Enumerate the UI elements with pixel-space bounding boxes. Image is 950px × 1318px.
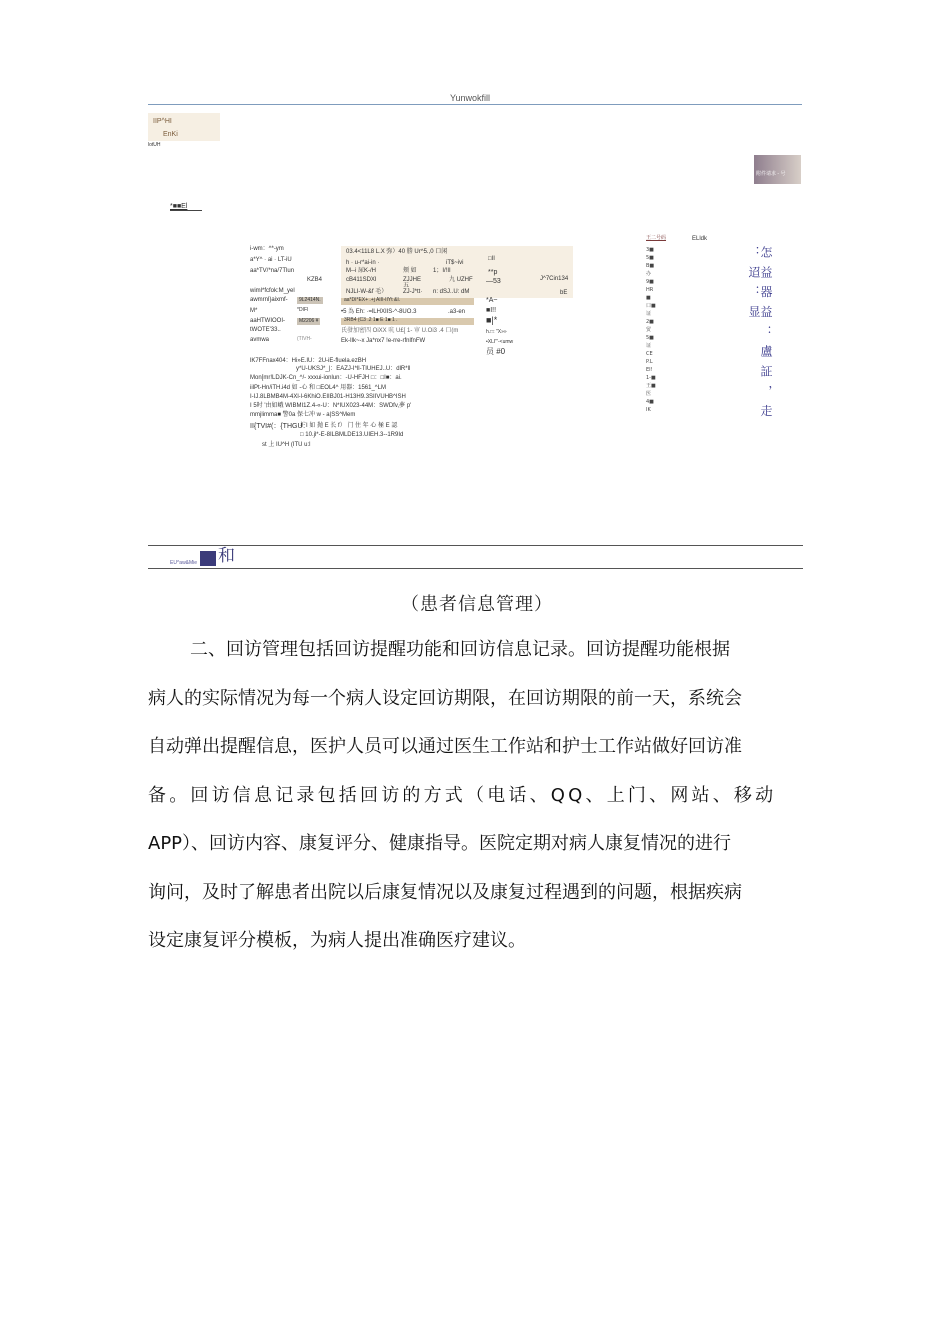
side-item-3[interactable]: B■ [646,263,655,269]
form-label-5: wiml*fcfok:M_yel [250,288,295,294]
footer-color-block [200,551,216,566]
form-label-9: tWOTE'33.. [250,327,281,333]
lower-line-5: I-IJ.8LBMB4M-4Xl-l-6KhiO.EIIBJ01-H13H9.3SIIVUHB^ISH [250,394,406,400]
lower-last-label: II{TVI#(：{THGU： [250,423,310,430]
mid-line-4b: ZJJHE [403,277,421,283]
side-item-2[interactable]: 5■ [646,255,654,261]
mid-line-1: 03.4<11L8 L.X 弥）40 勝 Ur^5.,0 口闲 [346,249,448,255]
side-item-7[interactable]: ■ [646,295,651,301]
side-item-13[interactable]: 证 [646,343,652,349]
mid-line-4d: 五 [403,283,410,289]
side-item-21[interactable]: IK [646,407,651,413]
side-item-11[interactable]: 贸 [646,327,652,333]
side-item-12[interactable]: 5■ [646,335,654,341]
side-item-20[interactable]: 4■ [646,399,654,405]
side-item-9[interactable]: 证 [646,311,652,317]
para-line-3: 自动弹出提醒信息，医护人员可以通过医生工作站和护士工作站做好回访准 [148,736,742,757]
mid-line-2: h · u-r*ai-in · [346,260,380,266]
form-value-4[interactable]: (TIVH- [297,336,312,342]
form-value-2[interactable]: *DIFl [297,307,309,313]
top-right-tag-label: 附件请求 - 号 [756,171,786,177]
top-right-tag[interactable] [754,155,801,184]
mr-9: h.□: "X»» [486,329,507,335]
mid-line-4c: 九 UZHF [449,277,473,283]
side-item-10[interactable]: 2■ [646,319,654,325]
para-line-2: 病人的实际情况为每一个病人设定回访期限，在回访期限的前一天，系统会 [148,687,742,709]
para-line-4: 备。回访信息记录包括回访的方式（电话、QQ、上门、网站、移动 [148,784,777,806]
side-item-18[interactable]: 王■ [646,383,656,389]
header-title: Yunwokfill [450,93,491,103]
lower-last-b: □ 10.jl*-E-8ILBMLDE13.UIEH.3--1R9Id [300,432,404,438]
logo-panel [148,113,220,141]
side-item-17[interactable]: 1-■ [646,375,656,381]
form-label-7: M* [250,308,258,314]
lower-line-7: mmjlimma■ 警0a 保七冲 w - a|SS^Mem [250,412,356,418]
form-label-2: a*Y^ · ai · LT-iU [250,257,292,263]
mr-7: ■I!! [486,307,497,314]
lower-line-6: I 5时 '由如峨 WIBMI1Z.4-«-U：N*IUX023-44M：SWDfv,夢 p' [250,403,412,409]
body-paragraph [148,626,808,966]
code-header-row: aa*DI*EX+ .+j AIII-IIYt &I. [341,298,474,305]
mr-4: J^7Cin134 [540,276,569,282]
side-item-5[interactable]: 9■ [646,279,654,285]
mid-line-5c: n: dSJ..U: dM [433,289,470,295]
logo-line2: EnKi [163,131,178,138]
form-value-1[interactable]: 9L2414N. [299,297,321,303]
para-line-5: APP）、回访内容、康复评分、健康指导。医院定期对病人康复情况的进行 [148,833,732,854]
mid-line-4: cB411SDXI [346,277,377,283]
side-item-8[interactable]: 口■ [646,303,656,309]
mr-10: •XLI'"-<umw [486,339,514,345]
figure-caption: （患者信息管理） [401,594,553,615]
side-item-6[interactable]: HR [646,287,654,293]
tab-label[interactable]: *■■El [170,203,188,210]
para-line-6: 询问，及时了解患者出院以后康复情况以及康复过程遇到的问题，根据疾病 [148,881,742,903]
lower-line-4: iilPt-Hn/iTH.i4d 如 -心 和 □EOL4^ 用器：1561_^LM [250,385,386,391]
mr-2: **p [488,269,498,276]
lower-last-a: 扩I 如 抛 E 长 f） 门 住 年 心 極 E 認 [300,423,398,429]
mid-line-3c: 1；I/!II [433,268,451,274]
side-item-19[interactable]: 医 [646,391,652,397]
form-label-8: aaHTWIOOI- [250,318,286,324]
form-label-6: awmrnl}aixmf- [250,297,288,303]
para-line-1: 二、回访管理包括回访提醒功能和回访信息记录。回访提醒功能根据 [190,639,730,660]
code-row-1b[interactable]: .a3-en [448,309,466,315]
lower-line-3: Mon[mr!LDJK-Cn_^/- xxxui-ionlun：-U-HFJH □：□I■：ai. [250,375,402,381]
mid-line-5b: ZJ-J*tt· [403,289,423,295]
form-label-1: i-wm：^*-ym [250,246,284,252]
form-label-3: aa*TV/*na/7Tlun [250,268,295,274]
mid-text-line-1: 氏發加密四 OiXX 吭 U£[ 1- 审 U.Oi3 .4 口(m [341,328,459,334]
footer-small-text: EU^aw&Mie [170,560,198,566]
mr-3: —53 [486,278,501,285]
tab-underline [170,210,202,211]
para-line-7: 设定康复评分模板，为病人提出准确医疗建议。 [148,930,526,951]
mid-info-panel [341,246,573,298]
side-item-16[interactable]: EI! [646,367,653,373]
mid-line-3b: 颊 如 [403,268,417,274]
footer-big-text: 和 [218,546,235,566]
side-header: ELldk [692,236,708,242]
figure-top-rule [148,545,803,546]
header-rule [148,104,802,105]
lower-line-1: lK7FFnax404：Hi»E.IU：2U-iE-fluela.ezBH [250,358,367,364]
side-item-15[interactable]: P.L [646,359,653,365]
side-vertical-text: 怎 益 器 益 ： 盧 証 ， 走 ： 迢 ： 显 [747,246,773,419]
code-row-1[interactable]: •5 為 Eh: ·=lLHXIIS-^-8UO.3 [341,309,417,315]
mr-6: *A~ [486,297,498,304]
mr-11: 员 #0 [486,347,506,356]
mr-5: bE [560,290,568,296]
lower-last-c: st 上 IU^H (ITU u:l [262,442,311,448]
mid-text-line-2: Ek-Ilk~-x Ja*nx7 !e-rre-rfnlfnFW [341,338,426,344]
mr-8: ■|* [486,315,498,325]
side-list [646,246,666,414]
mr-1: □II [488,256,495,262]
form-value-3[interactable]: M2206 ¥ [299,318,319,324]
mid-line-3: M--i 尿K-/H [346,268,376,274]
side-item-14[interactable]: CE [646,351,653,357]
logo-subtext: lotUH [148,142,161,148]
figure-bottom-rule [148,568,803,569]
form-label-4: KZB4 [307,277,323,283]
form-label-10: avmwa [250,337,270,343]
code-row-2[interactable]: 3RB4 (C3 .2 1■ E 1■ 1 . [341,318,474,325]
logo-line1: IIP^HI [153,118,172,125]
mid-line-5: NJLI-W-&f 毛） [346,289,388,295]
lower-line-2: y*U-UKSJ*_|：EAZJ-I*ll-TIUHEJ..U：dlR*ll [296,366,411,372]
side-item-1[interactable]: 3■ [646,247,654,253]
side-item-4[interactable]: 办 [646,271,652,277]
side-header-tag: 王二号码 [646,235,667,241]
mid-line-2b: iT$~ivi [446,260,464,266]
